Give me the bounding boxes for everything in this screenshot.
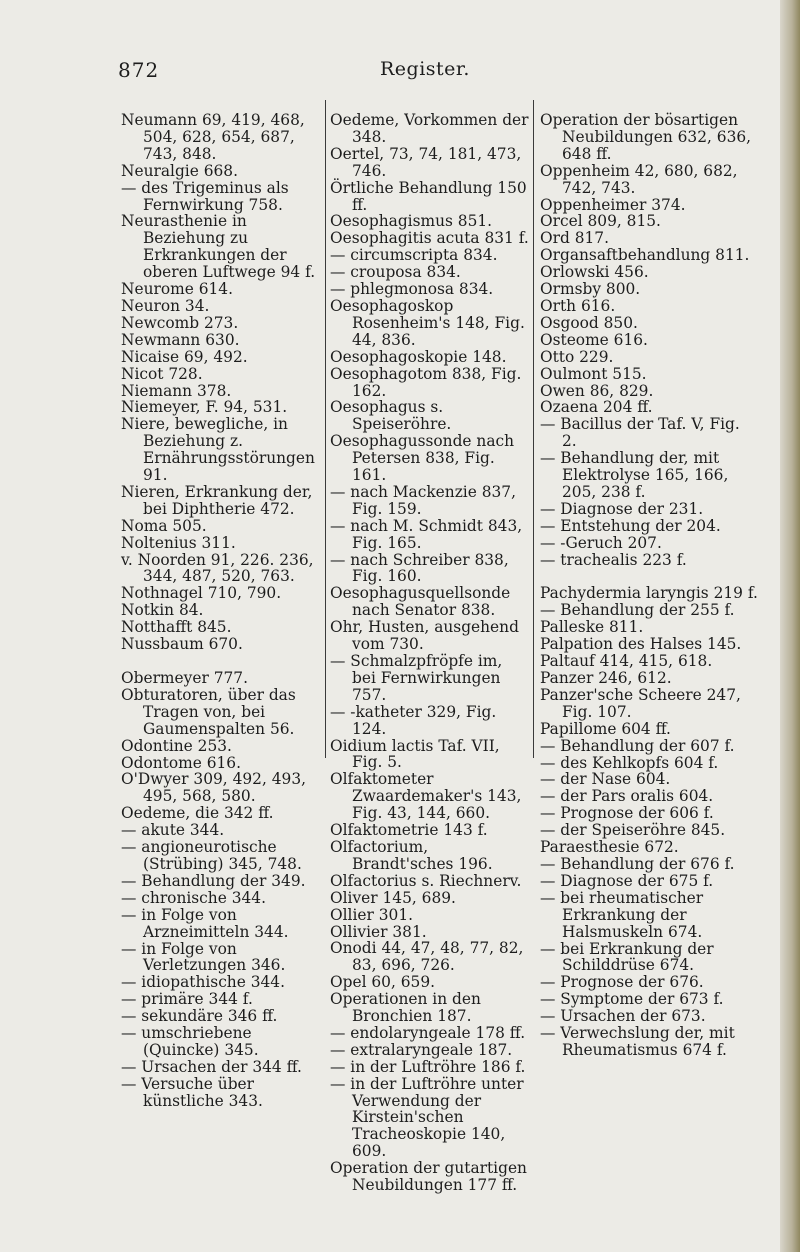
index-entry: Odontine 253. bbox=[121, 736, 232, 755]
index-entry: — Diagnose der 231. bbox=[540, 499, 704, 518]
index-entry: Oesophagussonde nach Petersen 838, Fig. 161. bbox=[330, 432, 515, 485]
index-entry: Nieren, Erkrankung der, bei Diphtherie 472. bbox=[121, 482, 313, 518]
index-entry: — phlegmonosa 834. bbox=[330, 280, 494, 299]
index-entry: Otto 229. bbox=[540, 347, 614, 366]
index-entry: Ozaena 204 ff. bbox=[540, 398, 653, 417]
index-entry: Opel 60, 659. bbox=[330, 973, 436, 992]
index-entry: — Bacillus der Taf. V, Fig. 2. bbox=[540, 415, 740, 451]
index-entry: — primäre 344 f. bbox=[121, 990, 253, 1009]
index-entry: — Ursachen der 344 ff. bbox=[121, 1057, 302, 1076]
index-entry: Operation der bösartigen Neubildungen 632, 636, 648 ff. bbox=[540, 111, 752, 163]
index-entry: Ormsby 800. bbox=[540, 280, 641, 299]
section-gap bbox=[121, 653, 321, 670]
index-entry: — in der Luftröhre 186 f. bbox=[330, 1057, 526, 1076]
index-entry: — nach Schreiber 838, Fig. 160. bbox=[330, 550, 509, 586]
index-entry: Olfaktometer Zwaardemaker's 143, Fig. 43, 144, 660. bbox=[330, 770, 522, 823]
index-entry: — in Folge von Verletzungen 346. bbox=[121, 939, 286, 975]
index-entry: — endolaryngeale 178 ff. bbox=[330, 1023, 526, 1042]
index-entry: — angioneurotische (Strübing) 345, 748. bbox=[121, 838, 302, 873]
index-entry: Paltauf 414, 415, 618. bbox=[540, 652, 713, 671]
index-entry: — bei rheumatischer Erkrankung der Halsmuskeln 674. bbox=[540, 888, 704, 941]
index-column-3 bbox=[540, 112, 758, 1059]
index-entry: — Prognose der 606 f. bbox=[540, 804, 714, 823]
index-entry: — extralaryngeale 187. bbox=[330, 1040, 513, 1059]
page-edge bbox=[780, 0, 800, 1252]
index-entry: — crouposa 834. bbox=[330, 263, 461, 282]
index-entry: — Behandlung der, mit Elektrolyse 165, 166, 205, 238 f. bbox=[540, 449, 729, 501]
index-entry: — der Speiseröhre 845. bbox=[540, 821, 726, 840]
index-entry: Obermeyer 777. bbox=[121, 669, 248, 687]
index-entry: Osteome 616. bbox=[540, 330, 648, 349]
index-entry: Nussbaum 670. bbox=[121, 635, 243, 654]
index-entry: Palleske 811. bbox=[540, 618, 644, 637]
index-entry: Notkin 84. bbox=[121, 601, 204, 620]
index-entry: Panzer 246, 612. bbox=[540, 669, 672, 687]
index-entry: — Ursachen der 673. bbox=[540, 1007, 706, 1026]
index-entry: Oulmont 515. bbox=[540, 364, 647, 383]
index-entry: — Diagnose der 675 f. bbox=[540, 871, 714, 890]
index-entry: — in der Luftröhre unter Verwendung der Kirstein'schen Tracheoskopie 140, 609. bbox=[330, 1074, 524, 1161]
section-gap bbox=[540, 568, 758, 585]
index-entry: Orth 616. bbox=[540, 296, 616, 315]
index-entry: Noma 505. bbox=[121, 516, 207, 535]
index-entry: — sekundäre 346 ff. bbox=[121, 1007, 278, 1026]
index-entry: Operationen in den Bronchien 187. bbox=[330, 990, 481, 1026]
index-entry: Nothnagel 710, 790. bbox=[121, 584, 282, 603]
index-entry: Osgood 850. bbox=[540, 313, 638, 332]
index-entry: Neuralgie 668. bbox=[121, 161, 238, 180]
index-entry: Niere, bewegliche, in Beziehung z. Ernährungsstörungen 91. bbox=[121, 415, 315, 485]
index-column-2 bbox=[330, 112, 530, 1194]
index-entry: Olfactorium, Brandt'sches 196. bbox=[330, 837, 493, 873]
index-entry: — Verwechslung der, mit Rheumatismus 674 f. bbox=[540, 1024, 735, 1059]
index-entry: — Entstehung der 204. bbox=[540, 516, 721, 535]
index-entry: Neumann 69, 419, 468, 504, 628, 654, 687, 743, 848. bbox=[121, 111, 305, 163]
index-entry: Oesophagotom 838, Fig. 162. bbox=[330, 364, 522, 400]
index-entry: — der Nase 604. bbox=[540, 770, 671, 789]
index-entry: Organsaftbehandlung 811. bbox=[540, 246, 750, 265]
index-entry: — Versuche über künstliche 343. bbox=[121, 1074, 263, 1110]
index-entry: v. Noorden 91, 226. 236, 344, 487, 520, 763. bbox=[121, 550, 314, 586]
index-entry: — Prognose der 676. bbox=[540, 973, 704, 992]
index-entry: Ollivier 381. bbox=[330, 922, 427, 941]
index-entry: Örtliche Behandlung 150 ff. bbox=[330, 178, 527, 214]
index-entry: Oedeme, die 342 ff. bbox=[121, 804, 274, 823]
index-entry: Oppenheim 42, 680, 682, 742, 743. bbox=[540, 161, 738, 197]
index-entry: Neurome 614. bbox=[121, 280, 233, 299]
index-entry: Ohr, Husten, ausgehend vom 730. bbox=[330, 618, 519, 654]
index-entry: Notthafft 845. bbox=[121, 618, 232, 637]
index-entry: Ord 817. bbox=[540, 229, 609, 248]
index-entry: — umschriebene (Quincke) 345. bbox=[121, 1024, 259, 1059]
index-entry: Oertel, 73, 74, 181, 473, 746. bbox=[330, 144, 522, 180]
index-entry: Olfaktometrie 143 f. bbox=[330, 821, 488, 840]
index-entry: — bei Erkrankung der Schilddrüse 674. bbox=[540, 939, 714, 975]
index-entry: Orlowski 456. bbox=[540, 263, 649, 282]
index-entry: — der Pars oralis 604. bbox=[540, 787, 714, 806]
index-entry: — Behandlung der 349. bbox=[121, 871, 306, 890]
index-entry: Oliver 145, 689. bbox=[330, 888, 456, 907]
index-entry: — idiopathische 344. bbox=[121, 973, 285, 992]
index-entry: — des Kehlkopfs 604 f. bbox=[540, 753, 719, 772]
index-entry: Oppenheimer 374. bbox=[540, 195, 686, 214]
index-entry: Nicaise 69, 492. bbox=[121, 347, 248, 366]
index-entry: — Schmalzpfröpfe im, bei Fernwirkungen 757. bbox=[330, 652, 503, 704]
index-entry: Noltenius 311. bbox=[121, 533, 236, 552]
index-entry: Niemann 378. bbox=[121, 381, 232, 400]
running-head: Register. bbox=[380, 58, 470, 80]
index-entry: Operation der gutartigen Neubildungen 177 ff. bbox=[330, 1159, 527, 1195]
index-entry: Olfactorius s. Riechnerv. bbox=[330, 871, 522, 890]
index-entry: Newcomb 273. bbox=[121, 313, 239, 332]
index-entry: Pachydermia laryngis 219 f. bbox=[540, 584, 758, 603]
index-entry: Neuron 34. bbox=[121, 296, 210, 315]
index-entry: Oesophagusquellsonde nach Senator 838. bbox=[330, 584, 511, 620]
index-entry: Oesophagismus 851. bbox=[330, 212, 493, 231]
index-entry: Panzer'sche Scheere 247, Fig. 107. bbox=[540, 685, 741, 721]
column-divider bbox=[325, 100, 326, 758]
index-entry: — Symptome der 673 f. bbox=[540, 990, 724, 1009]
index-entry: Niemeyer, F. 94, 531. bbox=[121, 398, 288, 417]
column-divider bbox=[533, 100, 534, 758]
index-column-1 bbox=[121, 112, 321, 1110]
index-entry: Onodi 44, 47, 48, 77, 82, 83, 696, 726. bbox=[330, 939, 524, 975]
index-entry: Oidium lactis Taf. VII, Fig. 5. bbox=[330, 736, 500, 772]
index-entry: — nach Mackenzie 837, Fig. 159. bbox=[330, 482, 516, 518]
index-entry: Oesophagoskop Rosenheim's 148, Fig. 44, 836. bbox=[330, 296, 525, 349]
index-entry: — in Folge von Arzneimitteln 344. bbox=[121, 905, 289, 941]
index-entry: Paraesthesie 672. bbox=[540, 838, 679, 857]
index-entry: — nach M. Schmidt 843, Fig. 165. bbox=[330, 516, 523, 552]
index-entry: — des Trigeminus als Fernwirkung 758. bbox=[121, 178, 289, 214]
index-entry: Obturatoren, über das Tragen von, bei Gaumenspalten 56. bbox=[121, 685, 296, 738]
index-entry: Papillome 604 ff. bbox=[540, 719, 671, 738]
index-entry: Nicot 728. bbox=[121, 364, 203, 383]
index-entry: Neurasthenie in Beziehung zu Erkrankungen der oberen Luftwege 94 f. bbox=[121, 212, 316, 282]
index-entry: Oedeme, Vorkommen der 348. bbox=[330, 111, 529, 146]
index-entry: — circumscripta 834. bbox=[330, 246, 498, 265]
index-entry: — Behandlung der 255 f. bbox=[540, 601, 735, 620]
index-entry: — akute 344. bbox=[121, 821, 225, 840]
index-entry: O'Dwyer 309, 492, 493, 495, 568, 580. bbox=[121, 770, 307, 806]
index-entry: Ollier 301. bbox=[330, 905, 414, 924]
index-entry: Oesophagitis acuta 831 f. bbox=[330, 229, 529, 248]
index-entry: — -katheter 329, Fig. 124. bbox=[330, 702, 497, 738]
page-header bbox=[0, 58, 780, 88]
index-entry: — -Geruch 207. bbox=[540, 533, 662, 552]
index-entry: Odontome 616. bbox=[121, 753, 241, 772]
index-entry: Orcel 809, 815. bbox=[540, 212, 661, 231]
index-entry: Owen 86, 829. bbox=[540, 381, 654, 400]
page-number: 872 bbox=[118, 58, 160, 82]
index-entry: — Behandlung der 607 f. bbox=[540, 736, 735, 755]
index-entry: Oesophagus s. Speiseröhre. bbox=[330, 398, 452, 434]
index-entry: Palpation des Halses 145. bbox=[540, 635, 742, 654]
index-entry: — Behandlung der 676 f. bbox=[540, 854, 735, 873]
index-entry: Oesophagoskopie 148. bbox=[330, 347, 507, 366]
index-entry: — trachealis 223 f. bbox=[540, 550, 687, 569]
index-entry: — chronische 344. bbox=[121, 888, 266, 907]
index-entry: Newmann 630. bbox=[121, 330, 240, 349]
